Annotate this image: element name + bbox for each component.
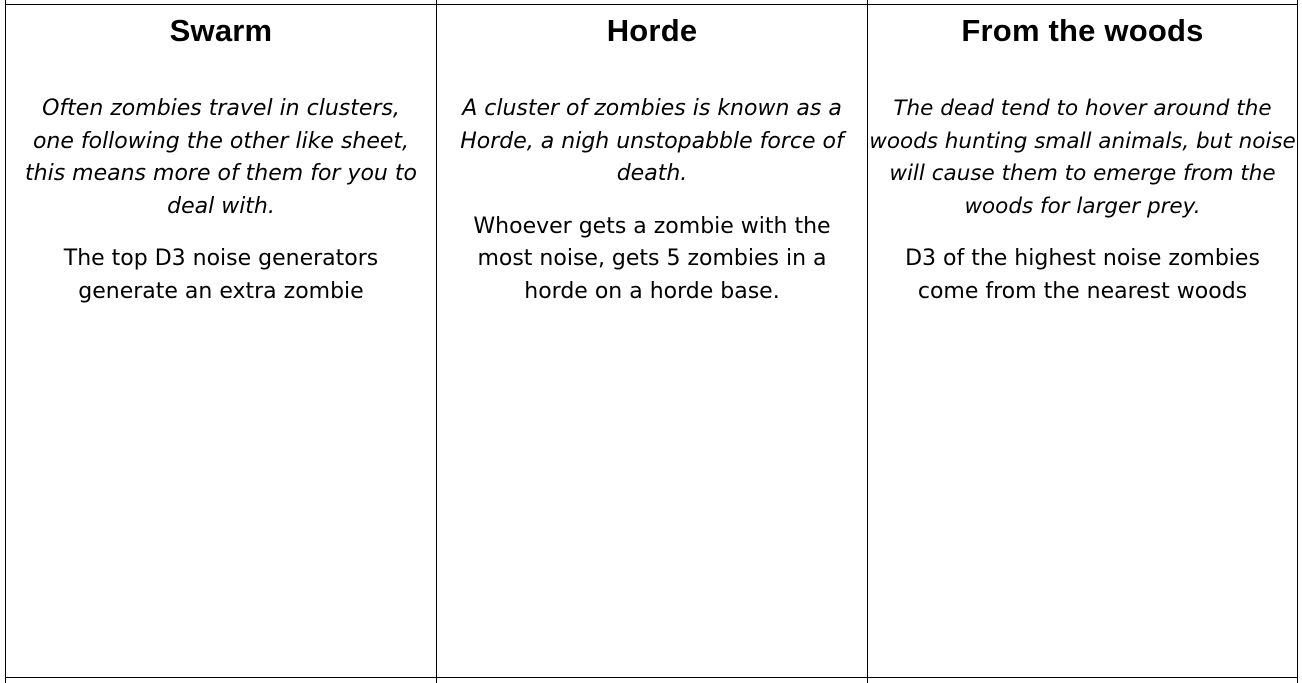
- card-title: From the woods: [961, 13, 1204, 48]
- card-horde: [437, 5, 867, 677]
- card-flavor-text: The dead tend to hover around the woods hunting small animals, but noise will cause them to emerge from the woods for larger prey.: [869, 96, 1296, 219]
- card-title: Swarm: [169, 13, 273, 48]
- card-flavor-text: A cluster of zombies is known as a Horde, a nigh unstopabble force of death.: [460, 96, 844, 186]
- card-from-the-woods: [868, 5, 1297, 677]
- card-swarm: [6, 5, 436, 677]
- card-effect-text: Whoever gets a zombie with the most noise, gets 5 zombies in a horde on a horde base.: [473, 213, 831, 304]
- table-right-border: [1297, 0, 1298, 683]
- card-effect-text: D3 of the highest noise zombies come from the nearest woods: [905, 246, 1260, 304]
- card-flavor-text: Often zombies travel in clusters, one following the other like sheet, this means more of them for you to deal with.: [25, 96, 417, 219]
- table-bottom-border: [5, 677, 1298, 678]
- card-title: Horde: [606, 13, 698, 48]
- card-effect-text: The top D3 noise generators generate an extra zombie: [63, 246, 379, 304]
